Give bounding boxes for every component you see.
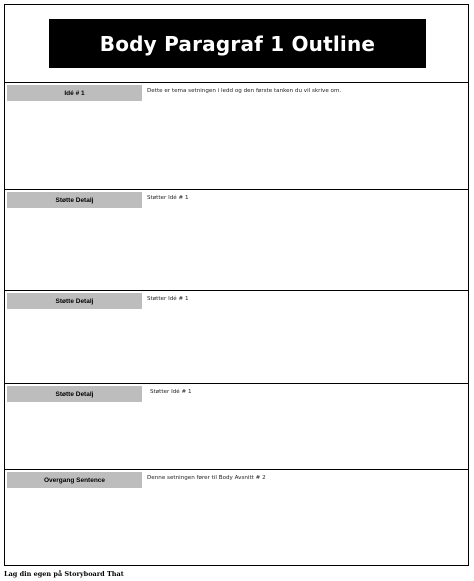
row-text[interactable]: Støtter Idé # 1 bbox=[147, 296, 189, 302]
row-text[interactable]: Støtter Idé # 1 bbox=[147, 195, 189, 201]
outline-row-support-3 bbox=[5, 383, 468, 469]
row-label: Overgang Sentence bbox=[7, 472, 142, 488]
worksheet-title: Body Paragraf 1 Outline bbox=[49, 19, 426, 68]
outline-row-transition bbox=[5, 469, 468, 565]
row-label: Støtte Detalj bbox=[7, 192, 142, 208]
outline-worksheet bbox=[4, 4, 469, 566]
outline-row-support-2 bbox=[5, 290, 468, 383]
row-label: Støtte Detalj bbox=[7, 386, 142, 402]
row-label: Idé # 1 bbox=[7, 85, 142, 101]
outline-row-support-1 bbox=[5, 189, 468, 290]
footer-credit[interactable]: Lag din egen på Storyboard That bbox=[4, 570, 124, 578]
row-text[interactable]: Denne setningen fører til Body Avsnitt # 2 bbox=[147, 475, 266, 481]
row-text[interactable]: Dette er tema setningen i ledd og den første tanken du vil skrive om. bbox=[147, 88, 342, 94]
row-text[interactable]: Støtter Idé # 1 bbox=[150, 389, 192, 395]
row-label: Støtte Detalj bbox=[7, 293, 142, 309]
outline-row-idea bbox=[5, 82, 468, 189]
